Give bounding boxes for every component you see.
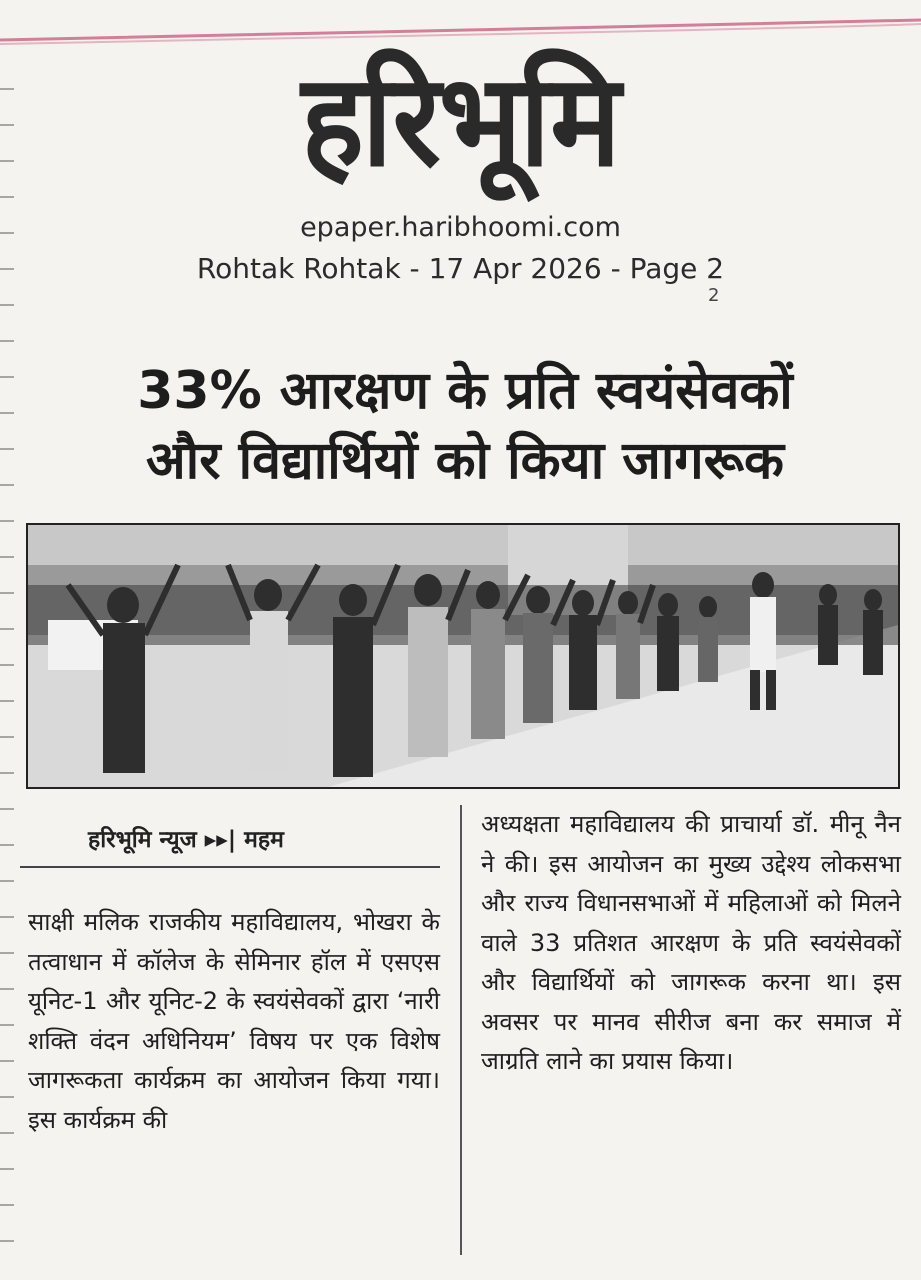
article-body-left-column: साक्षी मलिक राजकीय महाविद्यालय, भोखरा के तत्वाधान में कॉलेज के सेमिनार हॉल में एसएस यूनिट-1 और यूनिट-2 के स्वयंसेवकों द्वारा ‘नारी शक्ति वंदन अधिनियम’ विषय पर एक विशेष जागरूकता कार्यक्रम का आयोजन किया गया। इस कार्यक्रम की — [28, 908, 440, 1134]
page-mark: 2 — [708, 285, 720, 306]
article-photo — [26, 523, 900, 789]
column-divider — [460, 805, 462, 1255]
article-headline — [30, 356, 900, 496]
headline-line-1: 33% आरक्षण के प्रति स्वयंसेवकों — [137, 361, 793, 421]
byline-rule — [20, 866, 440, 868]
newspaper-logo: हरिभूमि — [301, 45, 619, 195]
human-chain-photo-icon — [28, 525, 898, 787]
epaper-url: epaper.haribhoomi.com — [300, 212, 621, 243]
article-body-right-column: अध्यक्षता महाविद्यालय की प्राचार्या डॉ. मीनू नैन ने की। इस आयोजन का मुख्य उद्देश्य लोकसभा और राज्य विधानसभाओं में महिलाओं को मिलने वाले 33 प्रतिशत आरक्षण के प्रति स्वयंसेवकों और विद्यार्थियों को जागरूक करना था। इस अवसर पर मानव सीरीज बना कर समाज में जाग्रति लाने का प्रयास किया। — [481, 810, 901, 1075]
edition-line: Rohtak Rohtak - 17 Apr 2026 - Page 2 — [196, 252, 725, 285]
headline-line-2: और विद्यार्थियों को किया जागरूक — [146, 431, 784, 491]
byline: हरिभूमि न्यूज ▸▸| महम — [88, 827, 284, 853]
